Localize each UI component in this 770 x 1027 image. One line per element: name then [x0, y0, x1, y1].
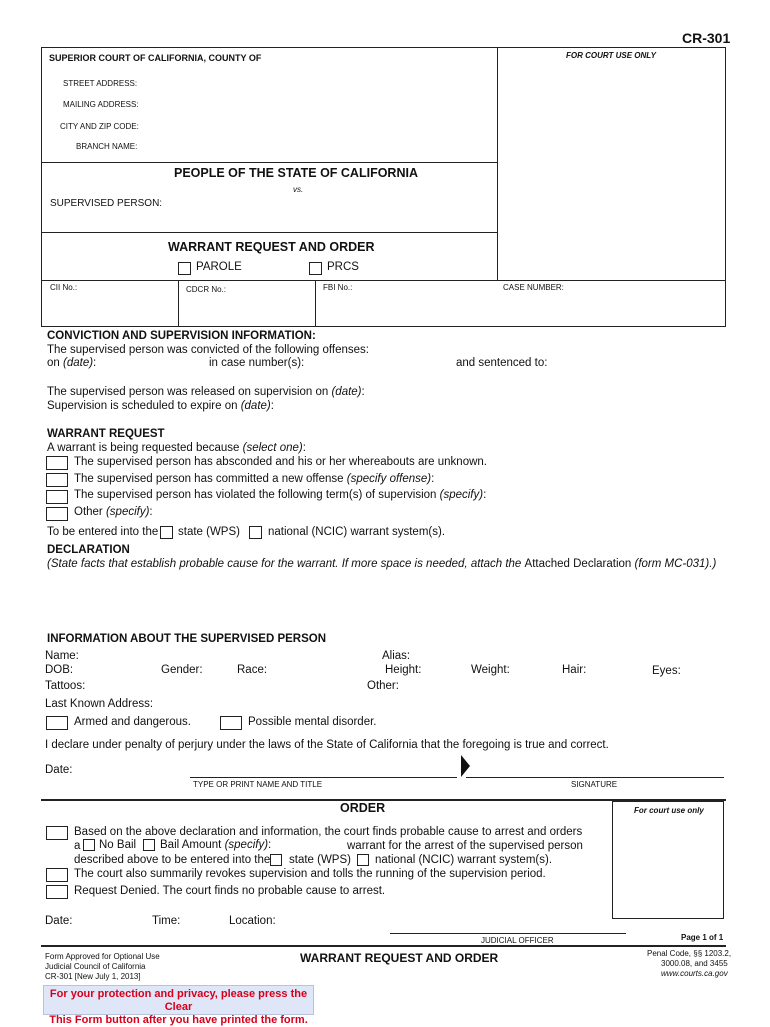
state-wps-checkbox[interactable] [160, 526, 173, 539]
absconded-label: The supervised person has absconded and his or her whereabouts are unknown. [74, 456, 487, 468]
order-state-wps-checkbox[interactable] [270, 854, 282, 866]
person-info-heading: INFORMATION ABOUT THE SUPERVISED PERSON [47, 633, 327, 645]
website-link[interactable]: www.courts.ca.gov [661, 969, 728, 978]
page-number: Page 1 of 1 [681, 933, 724, 942]
perjury-statement: I declare under penalty of perjury under the laws of the State of California that the foregoing is true and correct. [45, 739, 609, 751]
a-label: a [74, 840, 81, 852]
violated-terms-checkbox[interactable] [46, 490, 68, 504]
probable-cause-checkbox[interactable] [46, 826, 68, 840]
court-label: SUPERIOR COURT OF CALIFORNIA, COUNTY OF [49, 53, 262, 63]
warrant-arrest-label: warrant for the arrest of the supervised person [347, 840, 583, 852]
prcs-checkbox[interactable] [309, 262, 322, 275]
other-checkbox[interactable] [46, 507, 68, 521]
cdcr-label: CDCR No.: [186, 285, 227, 294]
city-zip-label: CITY AND ZIP CODE: [60, 122, 139, 131]
order-state-wps-label: state (WPS) [289, 854, 351, 866]
caption-divider-2 [41, 232, 497, 233]
no-bail-checkbox[interactable] [83, 839, 95, 851]
revoke-checkbox[interactable] [46, 868, 68, 882]
probable-cause-label: Based on the above declaration and information, the court finds probable cause to arrest and orders [74, 826, 583, 838]
described-label: described above to be entered into the [74, 854, 271, 866]
hair-label: Hair: [562, 664, 587, 676]
revoke-label: The court also summarily revokes supervision and tolls the running of the supervision period. [74, 868, 546, 880]
footer-rule [41, 945, 726, 947]
entered-into-label: To be entered into the [47, 526, 159, 538]
no-bail-label: No Bail [99, 839, 137, 851]
signature-arrow-icon [460, 754, 472, 778]
declaration-instructions: (State facts that establish probable cause for the warrant. If more space is needed, attach the Attached Declaration (form MC-031).) [47, 558, 717, 570]
order-heading: ORDER [340, 801, 386, 815]
national-ncic-label: national (NCIC) warrant system(s). [268, 526, 446, 538]
case-numbers-label: in case number(s): [209, 357, 305, 369]
parole-checkbox[interactable] [178, 262, 191, 275]
penal-code-line2: 3000.08, and 3455 [661, 959, 728, 968]
form-approved-line3: CR-301 [New July 1, 2013] [45, 972, 141, 981]
warrant-intro: A warrant is being requested because (select one): [47, 442, 306, 454]
court-use-box [612, 801, 724, 919]
order-time-label: Time: [152, 915, 181, 927]
alias-label: Alias: [382, 650, 411, 662]
conviction-heading: CONVICTION AND SUPERVISION INFORMATION: [47, 330, 316, 342]
signature-line [466, 777, 724, 778]
form-approved-line1: Form Approved for Optional Use [45, 952, 160, 961]
warrant-request-heading: WARRANT REQUEST [47, 428, 165, 440]
cii-label: CII No.: [50, 283, 78, 292]
name-label: Name: [45, 650, 79, 662]
street-address-label: STREET ADDRESS: [63, 79, 138, 88]
denied-label: Request Denied. The court finds no probable cause to arrest. [74, 885, 386, 897]
cdcr-divider [315, 280, 316, 327]
order-national-checkbox[interactable] [357, 854, 369, 866]
convicted-line: The supervised person was convicted of the following offenses: [47, 344, 369, 356]
header-divider [41, 162, 497, 163]
branch-name-label: BRANCH NAME: [76, 142, 138, 151]
footer-title: WARRANT REQUEST AND ORDER [300, 951, 499, 965]
expire-label: Supervision is scheduled to expire on (date): [47, 400, 274, 412]
dob-label: DOB: [45, 664, 74, 676]
court-use-label: FOR COURT USE ONLY [566, 51, 656, 60]
caption-divider [497, 47, 498, 280]
notice-line2: This Form button after you have printed the form. [49, 1014, 308, 1026]
race-label: Race: [237, 664, 268, 676]
judicial-officer-line [390, 933, 626, 934]
other-info-label: Other: [367, 680, 399, 692]
parole-label: PAROLE [196, 261, 242, 273]
order-date-label: Date: [45, 915, 73, 927]
notice-line1: For your protection and privacy, please press the Clear [49, 988, 308, 1013]
sentenced-label: and sentenced to: [456, 357, 548, 369]
form-title: WARRANT REQUEST AND ORDER [168, 240, 375, 254]
number-row-divider [41, 280, 726, 281]
court-use-only-label: For court use only [634, 806, 704, 815]
gender-label: Gender: [161, 664, 203, 676]
armed-checkbox[interactable] [46, 716, 68, 730]
weight-label: Weight: [471, 664, 510, 676]
people-title: PEOPLE OF THE STATE OF CALIFORNIA [174, 166, 418, 180]
released-label: The supervised person was released on supervision on (date): [47, 386, 365, 398]
type-name-label: TYPE OR PRINT NAME AND TITLE [193, 780, 323, 789]
form-approved-line2: Judicial Council of California [45, 962, 146, 971]
caption-box [41, 47, 726, 327]
armed-label: Armed and dangerous. [74, 716, 191, 728]
violated-terms-label: The supervised person has violated the following term(s) of supervision (specify): [74, 489, 487, 501]
new-offense-checkbox[interactable] [46, 473, 68, 487]
judicial-officer-label: JUDICIAL OFFICER [481, 936, 554, 945]
declaration-heading: DECLARATION [47, 544, 130, 556]
cii-divider [178, 280, 179, 327]
last-address-label: Last Known Address: [45, 698, 154, 710]
mental-disorder-checkbox[interactable] [220, 716, 242, 730]
declaration-date-label: Date: [45, 764, 73, 776]
penal-code-line1: Penal Code, §§ 1203.2, [647, 949, 732, 958]
height-label: Height: [385, 664, 422, 676]
vs-label: vs. [293, 185, 304, 194]
case-number-label: CASE NUMBER: [503, 283, 564, 292]
tattoos-label: Tattoos: [45, 680, 86, 692]
supervised-person-label: SUPERVISED PERSON: [50, 198, 163, 209]
bail-amount-label: Bail Amount (specify): [160, 839, 272, 851]
denied-checkbox[interactable] [46, 885, 68, 899]
state-wps-label: state (WPS) [178, 526, 240, 538]
order-location-label: Location: [229, 915, 276, 927]
prcs-label: PRCS [327, 261, 359, 273]
bail-amount-checkbox[interactable] [143, 839, 155, 851]
clear-form-notice[interactable] [43, 985, 314, 1026]
mental-disorder-label: Possible mental disorder. [248, 716, 377, 728]
order-national-label: national (NCIC) warrant system(s). [375, 854, 553, 866]
form-number: CR-301 [682, 30, 731, 46]
national-ncic-checkbox[interactable] [249, 526, 262, 539]
fbi-label: FBI No.: [323, 283, 353, 292]
mailing-address-label: MAILING ADDRESS: [63, 100, 139, 109]
name-title-line [190, 777, 457, 778]
other-label: Other (specify): [74, 506, 153, 518]
eyes-label: Eyes: [652, 665, 681, 677]
on-date-label: on (date): [47, 357, 97, 369]
absconded-checkbox[interactable] [46, 456, 68, 470]
signature-label: SIGNATURE [571, 780, 618, 789]
new-offense-label: The supervised person has committed a new offense (specify offense): [74, 473, 435, 485]
